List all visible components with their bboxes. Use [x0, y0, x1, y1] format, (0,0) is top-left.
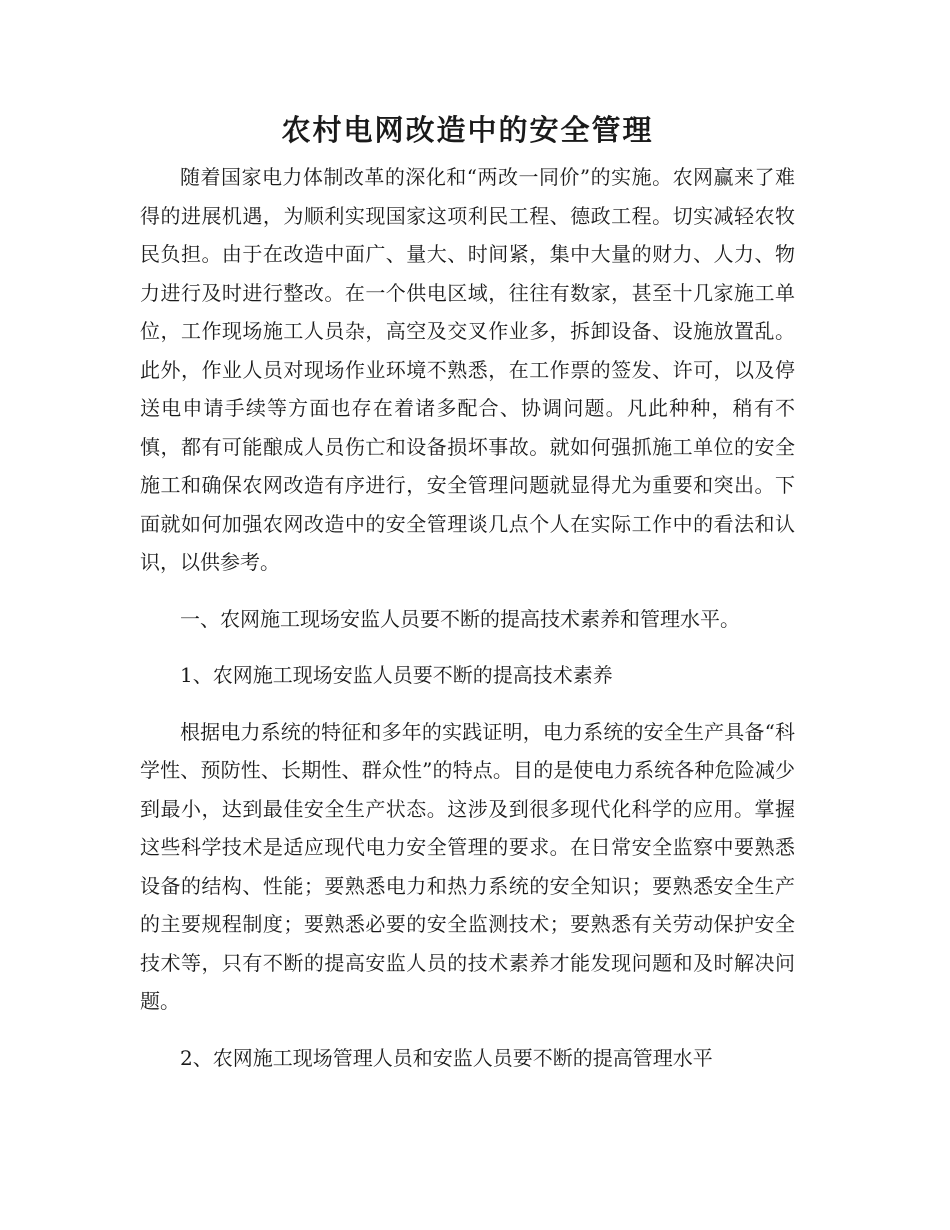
subsection-1-heading: 1、农网施工现场安监人员要不断的提高技术素养 — [180, 663, 613, 687]
subsection-2-heading: 2、农网施工现场管理人员和安监人员要不断的提高管理水平 — [180, 1045, 713, 1070]
intro-paragraph: 随着国家电力体制改革的深化和“两改一同价”的实施。农网赢来了难得的进展机遇，为顺利实现国家这项利民工程、德政工程。切实减轻农牧民负担。由于在改造中面广、量大、时间紧，集中大量的财力、人力、物力进行及时进行整改。在一个供电区域，往往有数家，甚至十几家施工单位，工作现场施工人员杂，高空及交叉作业多，拆卸设备、设施放置乱。此外，作业人员对现场作业环境不熟悉，在工作票的签发、许可，以及停送电申请手续等方面也存在着诸多配合、协调问题。凡此种种，稍有不慎，都有可能酿成人员伤亡和设备损坏事故。就如何强抓施工单位的安全施工和确保农网改造有序进行，安全管理问题就显得尤为重要和突出。下面就如何加强农网改造中的安全管理谈几点个人在实际工作中的看法和认识，以供参考。 — [140, 165, 795, 574]
document-title: 农村电网改造中的安全管理 — [281, 113, 654, 147]
spacer — [140, 1021, 795, 1039]
spacer — [140, 582, 795, 600]
spacer — [140, 695, 795, 713]
subsection-1-body: 根据电力系统的特征和多年的实践证明，电力系统的安全生产具备“科学性、预防性、长期性、群众性”的特点。目的是使电力系统各种危险减少到最小，达到最佳安全生产状态。这涉及到很多现代化科学的应用。掌握这些科学技术是适应现代电力安全管理的要求。在日常安全监察中要熟悉设备的结构、性能；要熟悉电力和热力系统的安全知识；要熟悉安全生产的主要规程制度；要熟悉必要的安全监测技术；要熟悉有关劳动保护安全技术等，只有不断的提高安监人员的技术素养才能发现问题和及时解决问题。 — [140, 719, 795, 1013]
section-1-heading: 一、农网施工现场安监人员要不断的提高技术素养和管理水平。 — [180, 606, 740, 631]
document-page — [140, 108, 795, 1077]
spacer — [140, 638, 795, 656]
